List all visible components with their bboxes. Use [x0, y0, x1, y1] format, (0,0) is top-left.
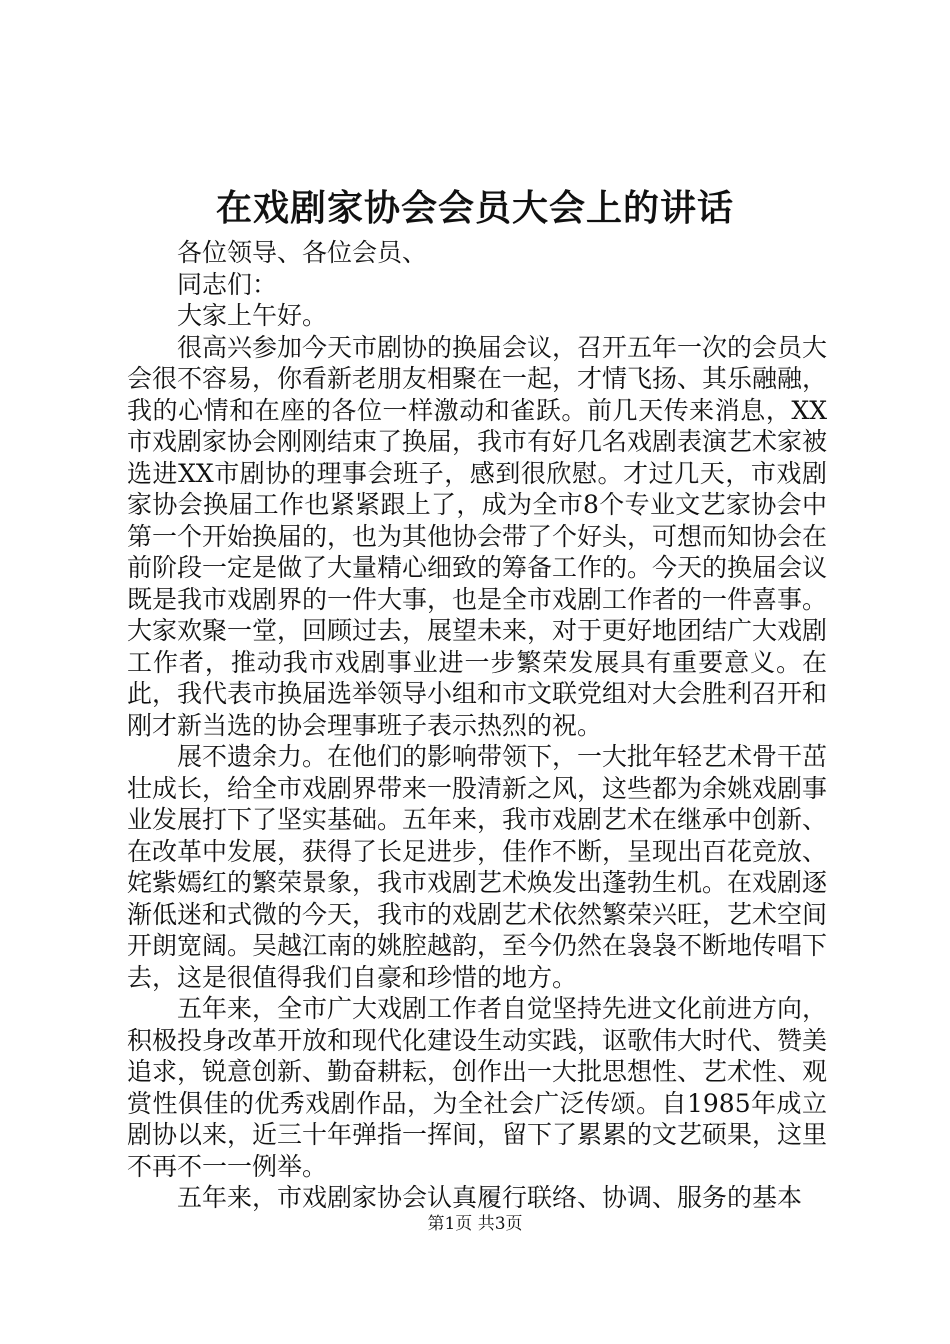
paragraph-five-years-works: 五年来，全市广大戏剧工作者自觉坚持先进文化前进方向，积极投身改革开放和现代化建设生动实践，讴歌伟大时代、赞美追求，锐意创新、勤奋耕耘，创作出一大批思想性、艺术性、观赏性俱佳的优秀戏剧作品，为全社会广泛传颂。自1985年成立剧协以来，近三十年弹指一挥间，留下了累累的文艺硕果，这里不再不一一例举。 [127, 994, 828, 1181]
document-body [127, 237, 827, 1214]
paragraph-greeting: 大家上午好。 [177, 301, 328, 330]
paragraph-five-years-association: 五年来，市戏剧家协会认真履行联络、协调、服务的基本 [177, 1183, 803, 1212]
paragraph-opening: 很高兴参加今天市剧协的换届会议，召开五年一次的会员大会很不容易，你看新老朋友相聚在一起，才情飞扬、其乐融融，我的心情和在座的各位一样激动和雀跃。前几天传来消息，XX市戏剧家协会刚刚结束了换届，我市有好几名戏剧表演艺术家被选进XX市剧协的理事会班子，感到很欣慰。才过几天，市戏剧家协会换届工作也紧紧跟上了，成为全市8个专业文艺家协会中第一个开始换届的，也为其他协会带了个好头，可想而知协会在前阶段一定是做了大量精心细致的筹备工作的。今天的换届会议既是我市戏剧界的一件大事，也是全市戏剧工作者的一件喜事。大家欢聚一堂，回顾过去，展望未来，对于更好地团结广大戏剧工作者，推动我市戏剧事业进一步繁荣发展具有重要意义。在此，我代表市换届选举领导小组和市文联党组对大会胜利召开和刚才新当选的协会理事班子表示热烈的祝。 [127, 332, 828, 740]
document-title: 在戏剧家协会会员大会上的讲话 [215, 187, 734, 229]
paragraph-achievements: 展不遗余力。在他们的影响带领下，一大批年轻艺术骨干茁壮成长，给全市戏剧界带来一股清新之风，这些都为余姚戏剧事业发展打下了坚实基础。五年来，我市戏剧艺术在继承中创新、在改革中发展，获得了长足进步，佳作不断，呈现出百花竞放、姹紫嫣红的繁荣景象，我市戏剧艺术焕发出蓬勃生机。在戏剧逐渐低迷和式微的今天，我市的戏剧艺术依然繁荣兴旺，艺术空间开朗宽阔。吴越江南的姚腔越韵，至今仍然在袅袅不断地传唱下去，这是很值得我们自豪和珍惜的地方。 [127, 742, 828, 992]
paragraph-salutation-1: 各位领导、各位会员、 [177, 238, 428, 267]
paragraph-salutation-2: 同志们： [177, 269, 278, 299]
page-footer: 第1页 共3页 [427, 1214, 523, 1234]
